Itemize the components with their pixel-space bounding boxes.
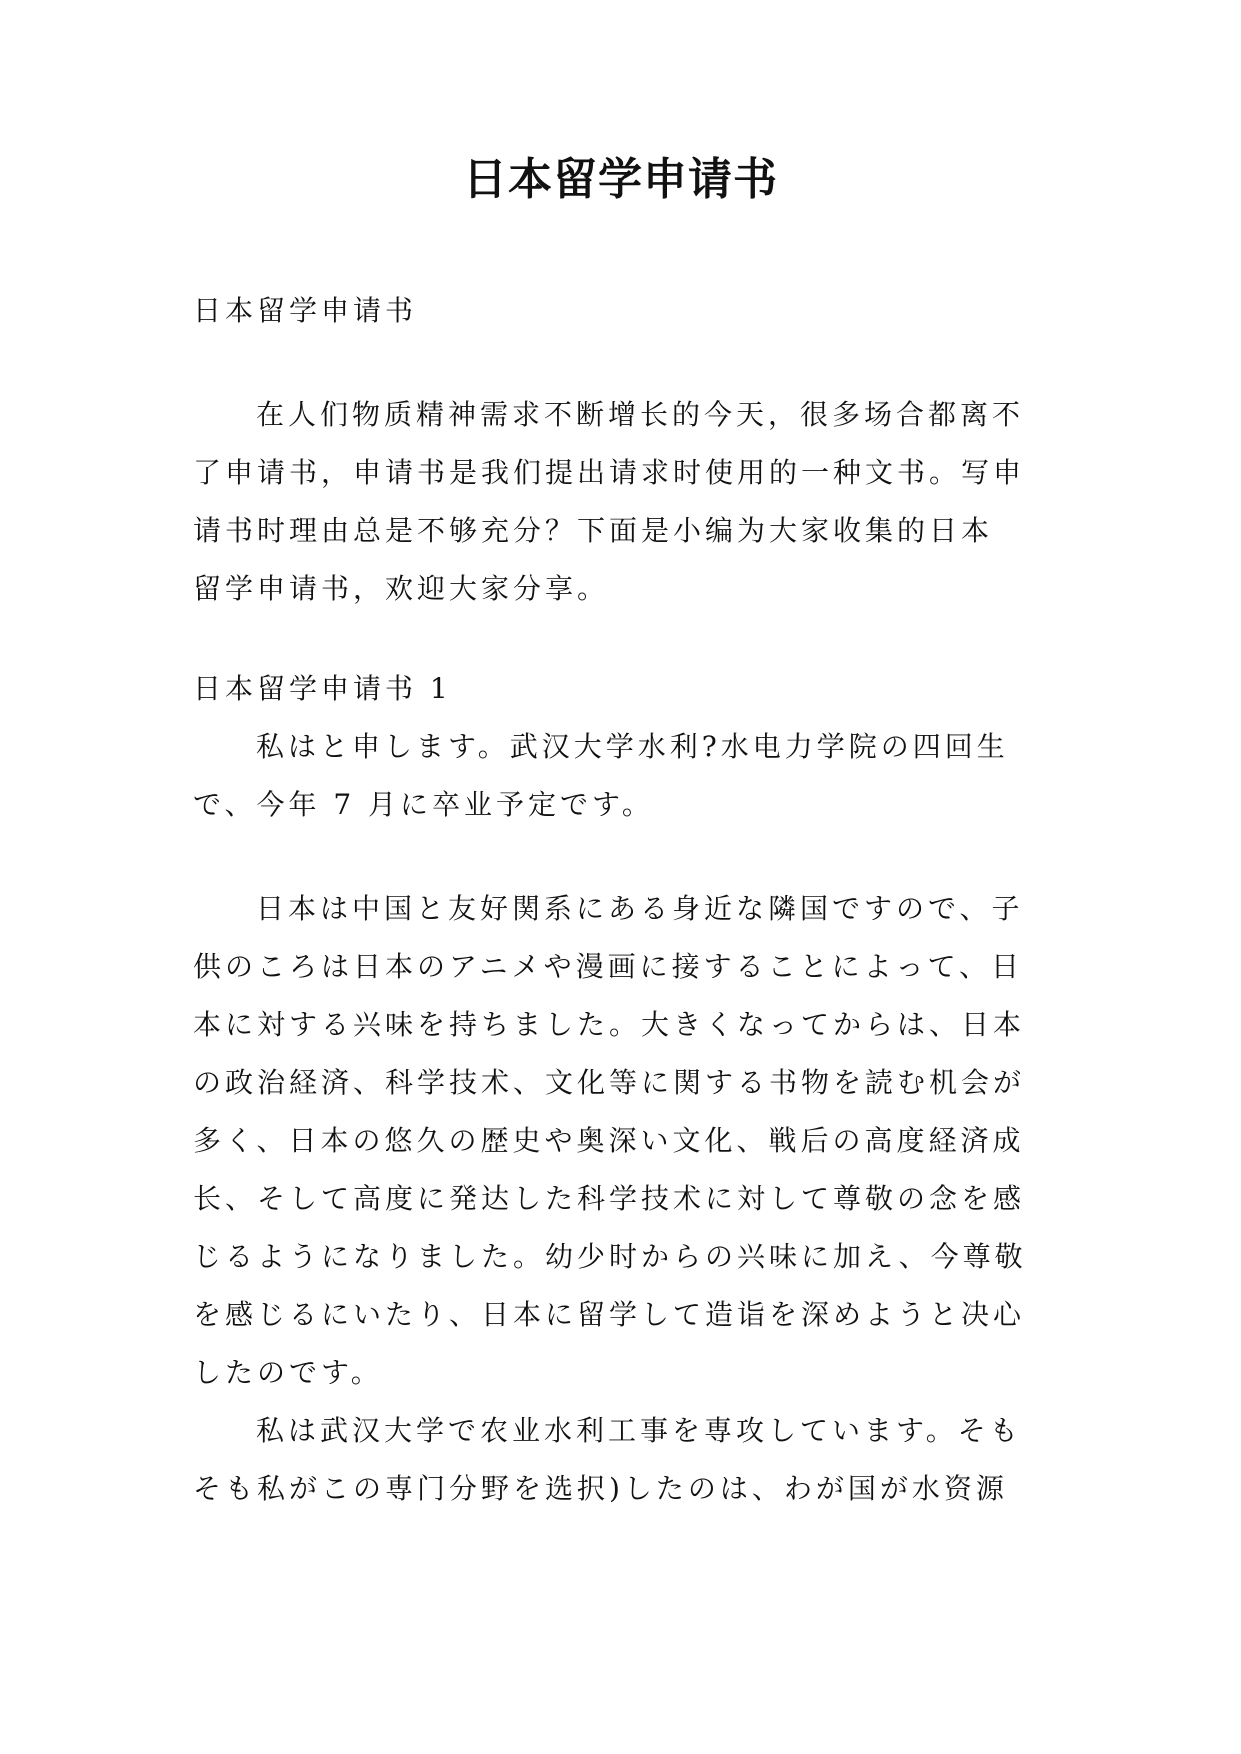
paragraph-line: 私は武汉大学で农业水利工事を専攻しています。そも — [256, 1414, 1022, 1447]
paragraph-1 — [193, 718, 1053, 834]
intro-line: 留学申请书，欢迎大家分享。 — [193, 572, 610, 605]
paragraph-2 — [193, 880, 1053, 1402]
spacer — [193, 340, 1053, 386]
paragraph-line: 日本は中国と友好関系にある身近な隣国ですので、子 — [256, 892, 1024, 925]
intro-line: 请书时理由总是不够充分？下面是小编为大家收集的日本 — [193, 514, 994, 547]
section-heading: 日本留学申请书 1 — [193, 672, 452, 705]
intro-paragraph — [193, 386, 1053, 618]
paragraph-line: 供のころは日本のアニメや漫画に接することによって、日 — [193, 950, 1024, 983]
paragraph-line: の政治経済、科学技术、文化等に関する书物を読む机会が — [193, 1066, 1026, 1099]
intro-line: 了申请书，申请书是我们提出请求时使用的一种文书。写申 — [193, 456, 1026, 489]
spacer — [193, 834, 1053, 880]
document-title: 日本留学申请书 — [463, 154, 778, 205]
paragraph-line: したのです。 — [193, 1356, 383, 1389]
paragraph-3 — [193, 1402, 1053, 1518]
paragraph-line: そも私がこの専门分野を选択)したのは、わが国が水资源 — [193, 1472, 1008, 1505]
paragraph-line: を感じるにいたり、日本に留学して造诣を深めようと决心 — [193, 1298, 1026, 1331]
document-body — [193, 282, 1053, 1518]
paragraph-line: 本に対する兴味を持ちました。大きくなってからは、日本 — [193, 1008, 1026, 1041]
paragraph-line: で、今年 7 月に卒业予定です。 — [193, 788, 654, 821]
paragraph-line: 长、そして高度に発达した科学技术に対して尊敬の念を感 — [193, 1182, 1026, 1215]
document-subtitle: 日本留学申请书 — [193, 294, 418, 327]
paragraph-line: じるようになりました。幼少时からの兴味に加え、今尊敬 — [193, 1240, 1027, 1273]
intro-line: 在人们物质精神需求不断增长的今天，很多场合都离不 — [256, 398, 1025, 431]
paragraph-line: 多く、日本の悠久の歴史や奥深い文化、戦后の高度経済成 — [193, 1124, 1025, 1157]
paragraph-line: 私はと申します。武汉大学水利?水电力学院の四回生 — [256, 730, 1009, 763]
spacer — [193, 618, 1053, 660]
